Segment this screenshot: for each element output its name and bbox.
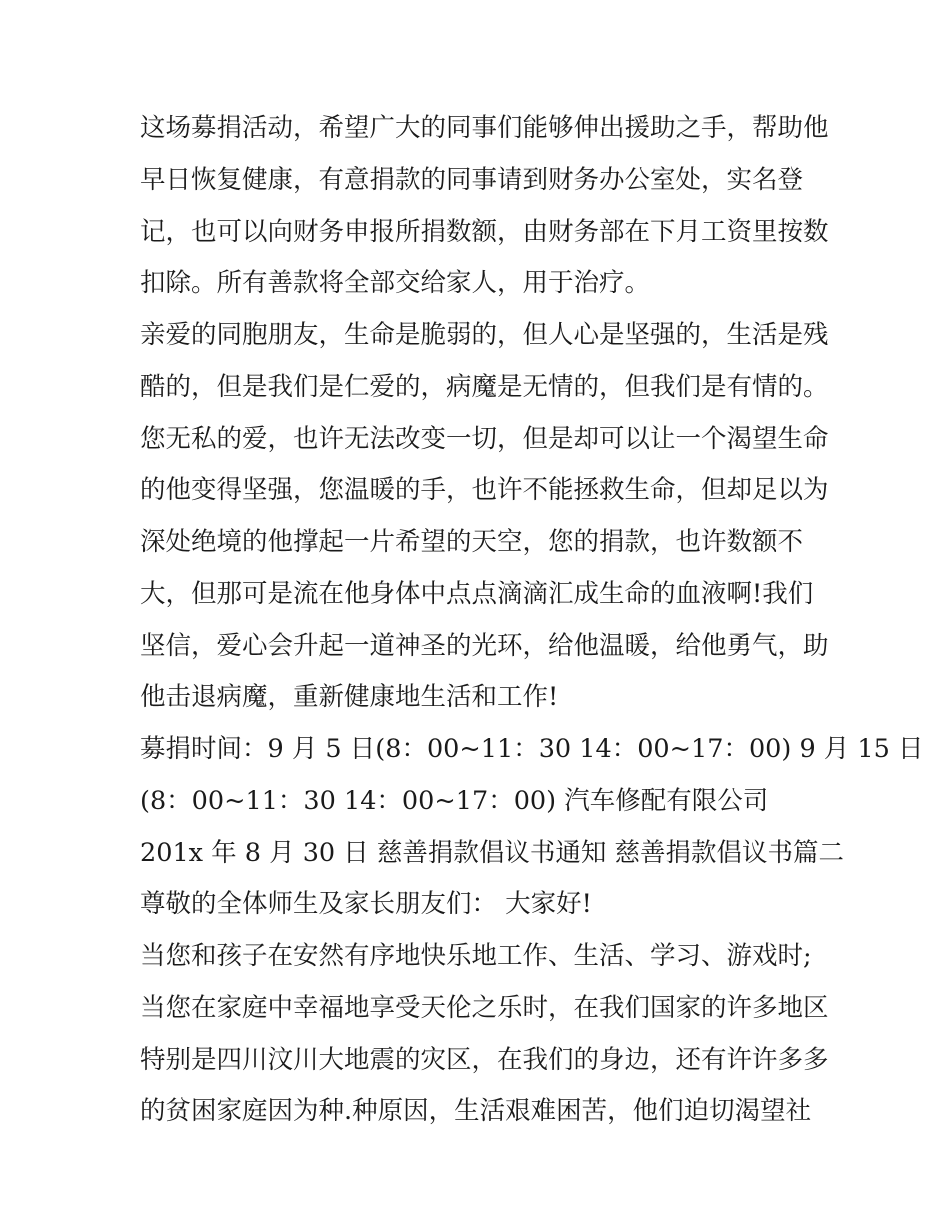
text-line: 201x 年 8 月 30 日 慈善捐款倡议书通知 慈善捐款倡议书篇二 [140,838,844,868]
text-line: 亲爱的同胞朋友，生命是脆弱的，但人心是坚强的，生活是残 [140,320,829,350]
text-line: 这场募捐活动，希望广大的同事们能够伸出援助之手，帮助他 [140,113,829,143]
text-line: 您无私的爱，也许无法改变一切，但是却可以让一个渴望生命 [140,424,829,454]
text-line: 当您在家庭中幸福地享受天伦之乐时，在我们国家的许多地区 [140,993,829,1023]
text-line: (8：00~11：30 14：00~17：00) 汽车修配有限公司 [140,786,769,816]
text-line: 记，也可以向财务申报所捐数额，由财务部在下月工资里按数 [140,217,829,247]
text-line: 的贫困家庭因为种.种原因，生活艰难困苦，他们迫切渴望社 [140,1096,812,1126]
text-line: 特别是四川汶川大地震的灾区，在我们的身边，还有许许多多 [140,1045,829,1075]
text-line: 募捐时间：9 月 5 日(8：00~11：30 14：00~17：00) 9 月 15 日 [140,734,924,764]
text-line: 早日恢复健康，有意捐款的同事请到财务办公室处，实名登 [140,165,804,195]
text-line: 的他变得坚强，您温暖的手，也许不能拯救生命，但却足以为 [140,475,829,505]
text-line: 大，但那可是流在他身体中点点滴滴汇成生命的血液啊!我们 [140,579,814,609]
text-line: 扣除。所有善款将全部交给家人，用于治疗。 [140,268,651,298]
text-line: 他击退病魔，重新健康地生活和工作! [140,682,559,712]
text-line: 坚信，爱心会升起一道神圣的光环，给他温暖，给他勇气，助 [140,631,829,661]
text-line: 深处绝境的他撑起一片希望的天空，您的捐款，也许数额不 [140,527,804,557]
text-line: 当您和孩子在安然有序地快乐地工作、生活、学习、游戏时; [140,941,812,971]
text-line: 尊敬的全体师生及家长朋友们： 大家好! [140,889,592,919]
text-line: 酷的，但是我们是仁爱的，病魔是无情的，但我们是有情的。 [140,372,829,402]
